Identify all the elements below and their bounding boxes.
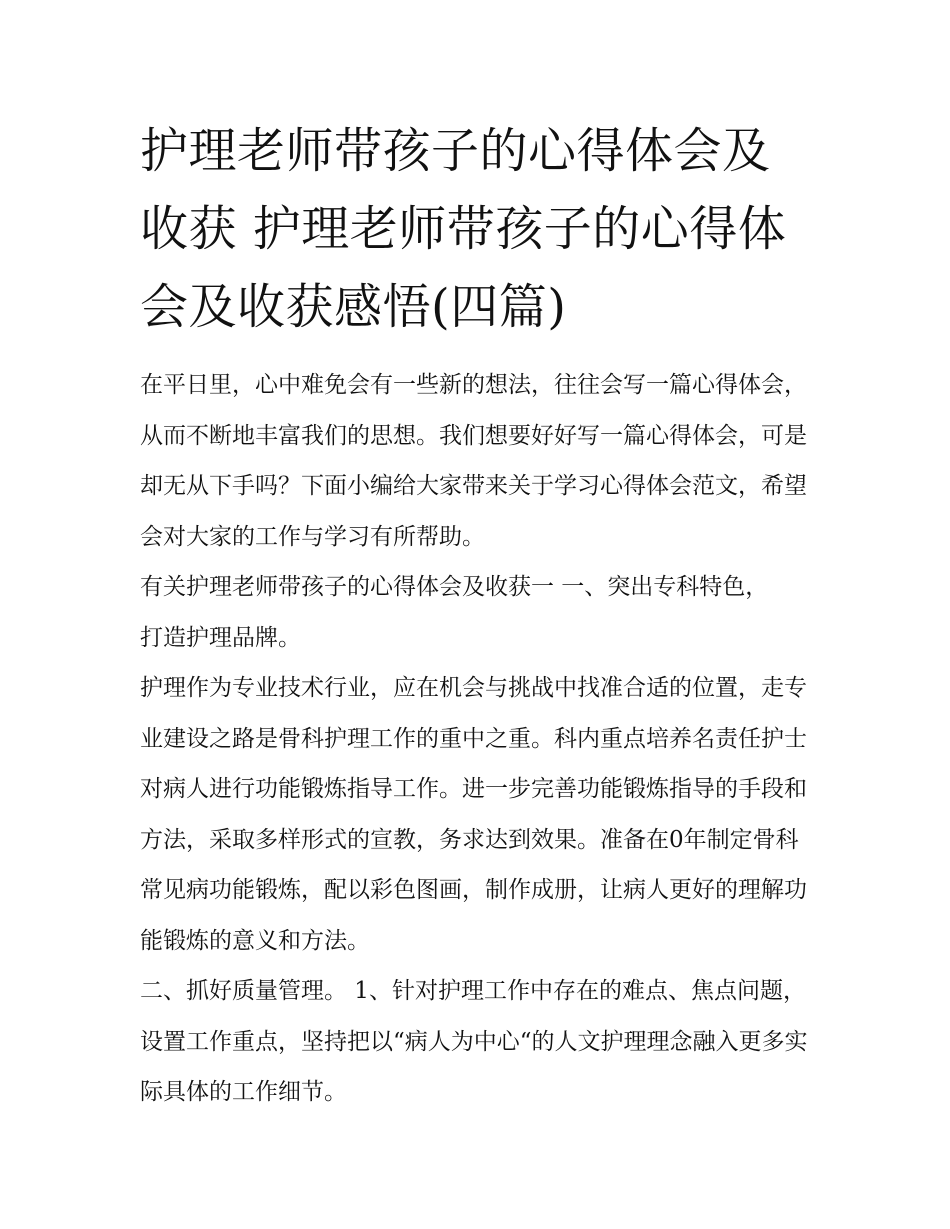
document-body: [140, 112, 812, 1118]
section-two-paragraph: 二、抓好质量管理。 1、针对护理工作中存在的难点、焦点问题，设置工作重点，坚持把以“病人为中心“的人文护理理念融入更多实际具体的工作细节。: [140, 978, 808, 1105]
body-paragraph: 护理作为专业技术行业，应在机会与挑战中找准合适的位置，走专业建设之路是骨科护理工作的重中之重。科内重点培养名责任护士对病人进行功能锻炼指导工作。进一步完善功能锻炼指导的手段和方法，采取多样形式的宣教，务求达到效果。准备在0年制定骨科常见病功能锻炼，配以彩色图画，制作成册，让病人更好的理解功能锻炼的意义和方法。: [140, 675, 807, 954]
section-one-heading: 有关护理老师带孩子的心得体会及收获一 一、突出专科特色，打造护理品牌。: [140, 574, 769, 651]
document-title: 护理老师带孩子的心得体会及收获 护理老师带孩子的心得体会及收获感悟(四篇): [140, 123, 787, 335]
intro-paragraph: 在平日里，心中难免会有一些新的想法，往往会写一篇心得体会，从而不断地丰富我们的思想。我们想要好好写一篇心得体会，可是却无从下手吗？下面小编给大家带来关于学习心得体会范文，希望会对大家的工作与学习有所帮助。: [140, 372, 807, 550]
